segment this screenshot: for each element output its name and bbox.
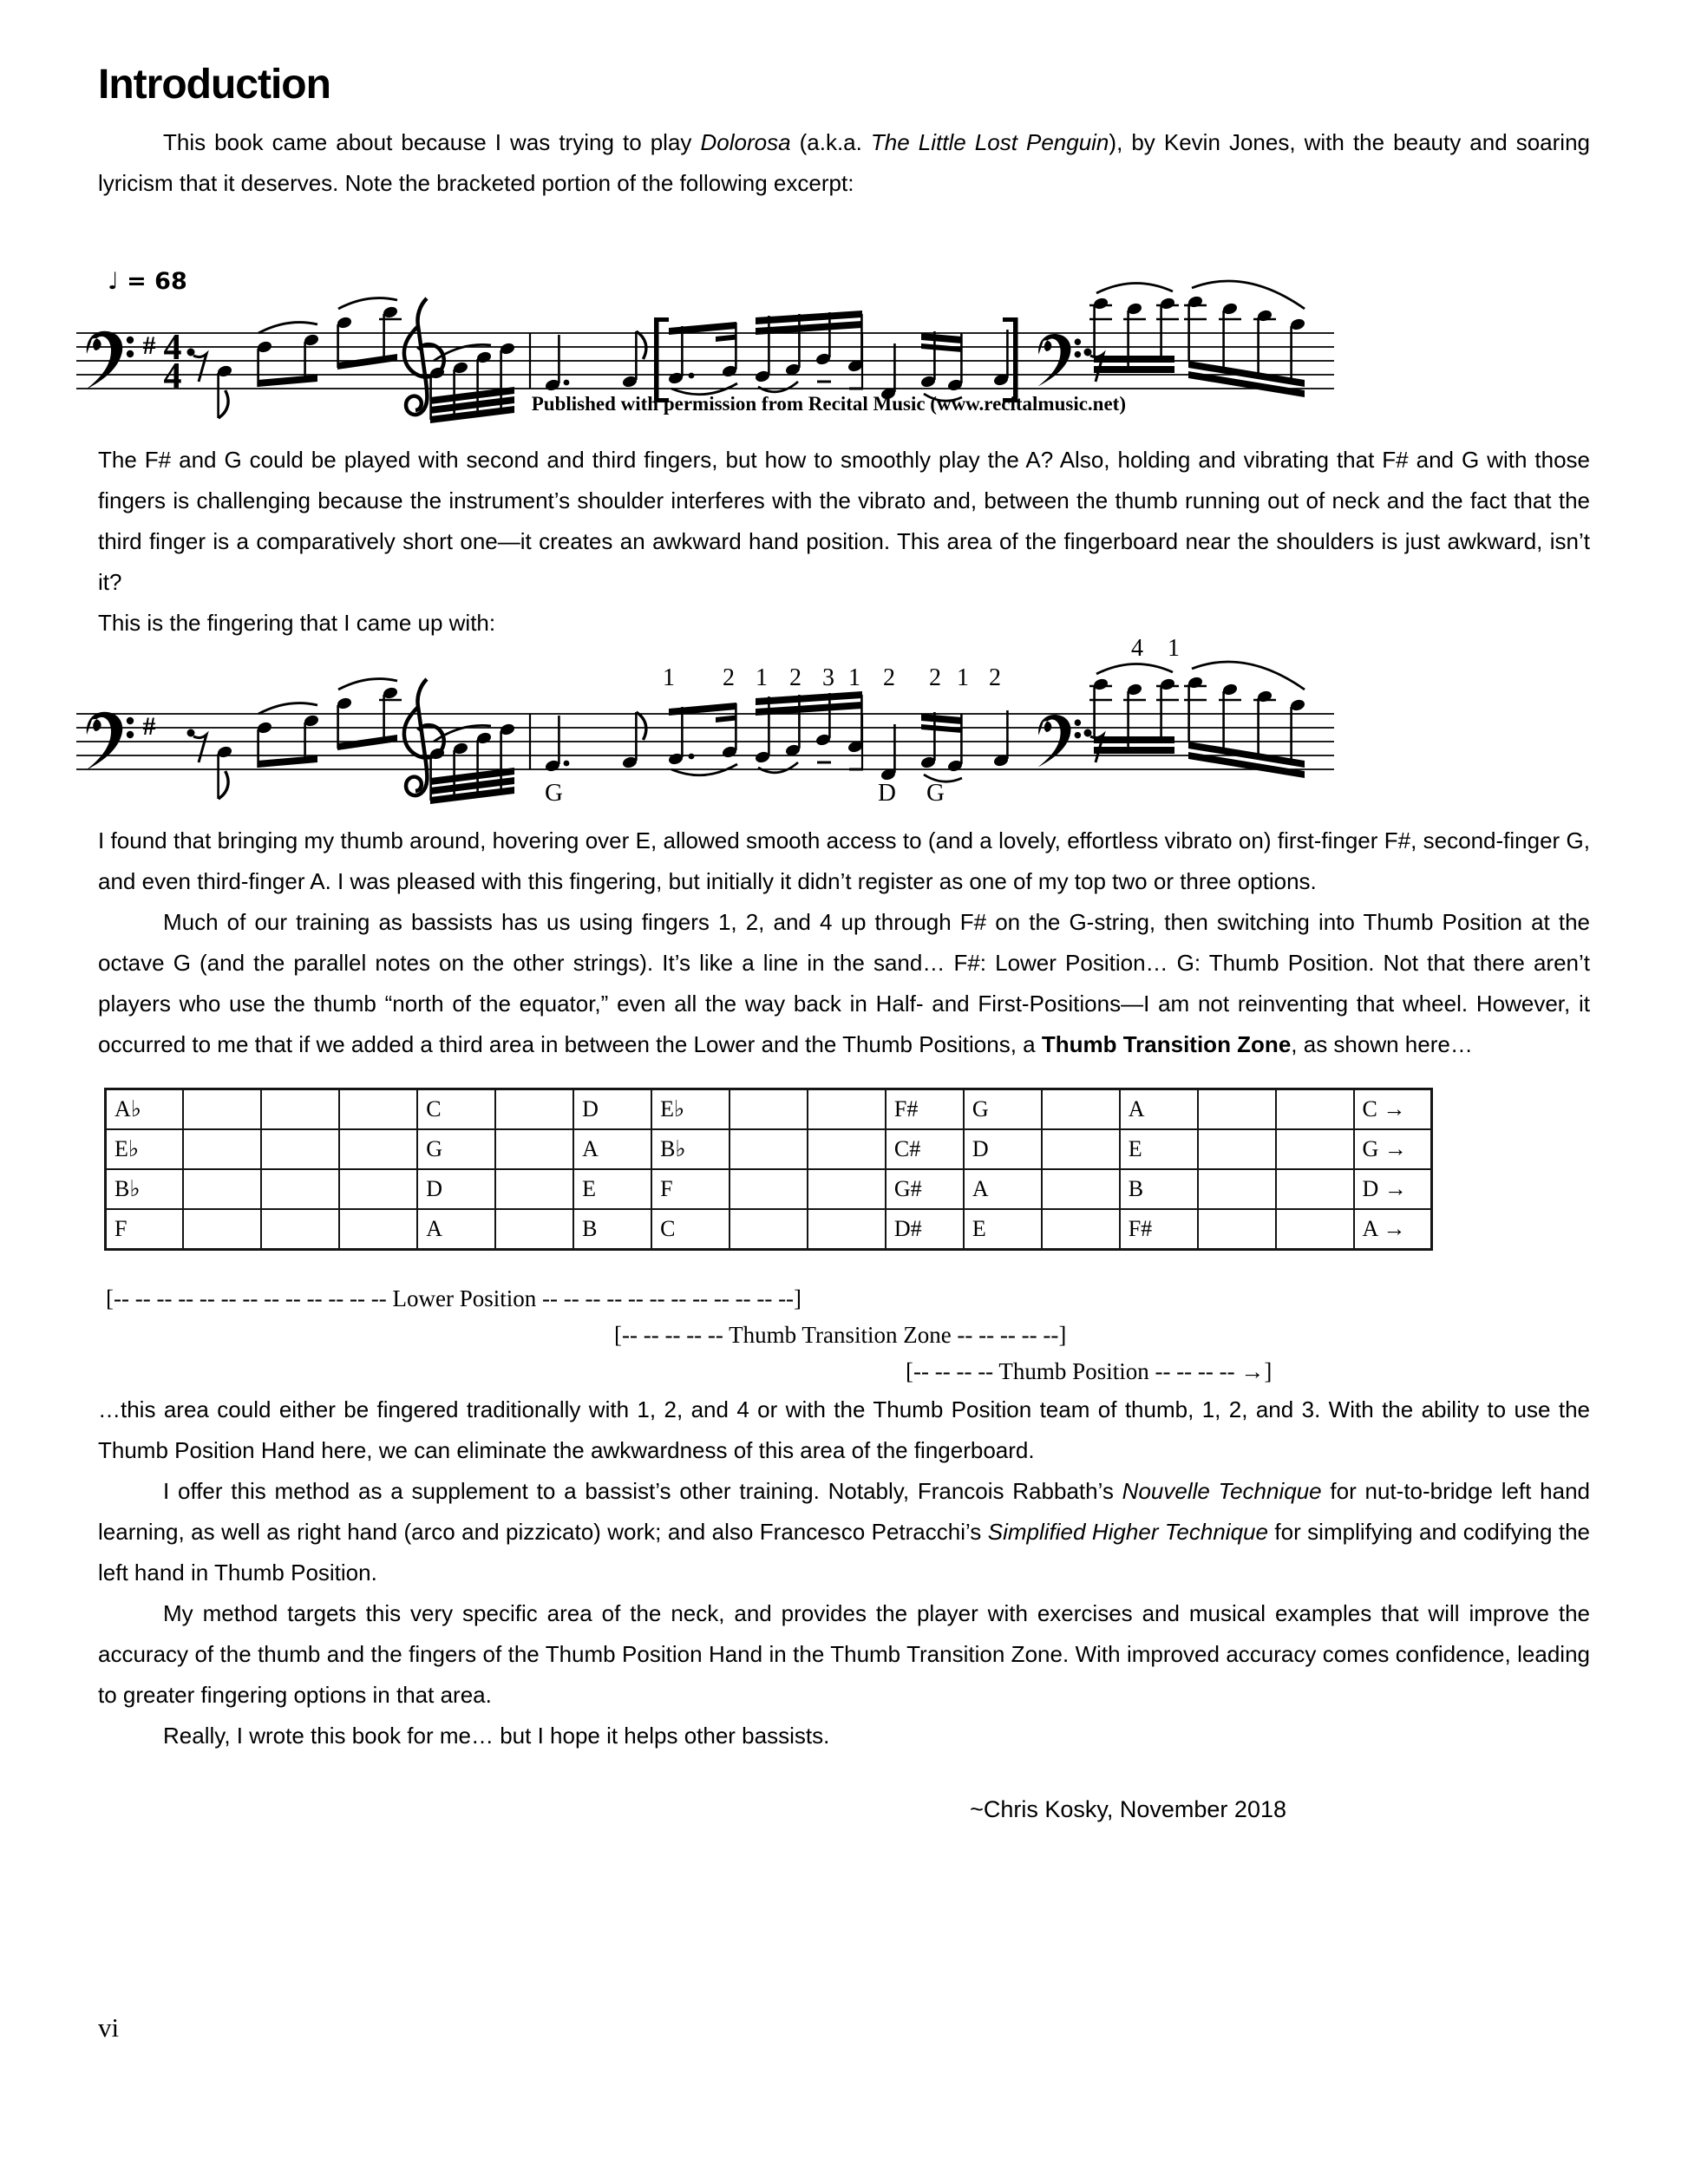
- attribution-text: Published with permission from Recital Music (www.recitalmusic.net): [531, 393, 1126, 415]
- fingering-number: 2: [789, 664, 801, 691]
- fingering-number: 2: [989, 664, 1001, 691]
- empty-cell: [183, 1169, 261, 1209]
- note-cell: G: [417, 1129, 495, 1169]
- empty-cell: [730, 1089, 808, 1130]
- tempo-marking: ♩ = 68: [108, 268, 187, 295]
- empty-cell: [339, 1169, 417, 1209]
- body-paragraph: [98, 821, 1590, 902]
- fingering-number: 4: [1131, 635, 1143, 662]
- text-run: This book came about because I was trying to play: [163, 129, 701, 155]
- text-run: , as shown here…: [1291, 1031, 1473, 1057]
- empty-cell: [808, 1089, 886, 1130]
- thumb-zone-table: [104, 1088, 1433, 1251]
- text-run: This is the fingering that I came up with:: [98, 610, 496, 636]
- string-label: D: [878, 779, 896, 807]
- note-cell: G: [964, 1089, 1042, 1130]
- svg-text:#: #: [142, 712, 156, 741]
- empty-cell: [495, 1089, 573, 1130]
- empty-cell: [1198, 1089, 1276, 1130]
- zone-bracket-line-3: [-- -- -- -- Thumb Position -- -- -- -- →]: [906, 1358, 1273, 1384]
- body-paragraph: [98, 440, 1590, 603]
- empty-cell: [339, 1209, 417, 1250]
- text-run: …this area could either be fingered traditionally with 1, 2, and 4 or with the Thumb Position team of thumb, 1, 2, and 3. With the ability to use the Thumb Position Hand here, we can eliminate the awkwardness of this area of the fingerboard.: [98, 1396, 1590, 1463]
- text-run: for nut-to-bridge left hand learning, as well as right hand (arco and pizzicato) work; and also Francesco Petracchi’s: [98, 1478, 1590, 1545]
- text-run: Simplified Higher Technique: [987, 1519, 1268, 1545]
- empty-cell: [808, 1209, 886, 1250]
- note-cell: C: [651, 1209, 730, 1250]
- empty-cell: [1276, 1169, 1354, 1209]
- position-bracket-lines: [98, 1280, 1590, 1390]
- body-paragraph: [98, 1390, 1590, 1471]
- note-cell: G →: [1354, 1129, 1432, 1169]
- table-row: [106, 1089, 1432, 1130]
- note-cell: E♭: [651, 1089, 730, 1130]
- music-excerpt-fingered: [59, 609, 1386, 821]
- empty-cell: [495, 1129, 573, 1169]
- string-label: G: [545, 779, 563, 807]
- note-cell: C: [417, 1089, 495, 1130]
- music-excerpt-original: [59, 254, 1386, 440]
- text-run: Thumb Transition Zone: [1041, 1031, 1292, 1057]
- svg-text:4: 4: [163, 328, 182, 368]
- text-run: Really, I wrote this book for me… but I hope it helps other bassists.: [163, 1723, 830, 1749]
- note-cell: G#: [886, 1169, 964, 1209]
- empty-cell: [495, 1209, 573, 1250]
- empty-cell: [1042, 1169, 1120, 1209]
- text-run: ), by Kevin Jones, with the beauty and soaring lyricism that it deserves. Note the bracketed portion of the following excerpt:: [98, 129, 1590, 196]
- empty-cell: [1198, 1169, 1276, 1209]
- note-cell: B: [1120, 1169, 1198, 1209]
- note-cell: D: [964, 1129, 1042, 1169]
- zone-bracket-line-1: [-- -- -- -- -- -- -- -- -- -- -- -- -- Lower Position -- -- -- -- -- -- -- -- -- -- -- --]: [106, 1285, 802, 1311]
- text-run: for simplifying and codifying the left hand in Thumb Position.: [98, 1519, 1591, 1586]
- empty-cell: [183, 1209, 261, 1250]
- empty-cell: [1042, 1129, 1120, 1169]
- empty-cell: [1042, 1209, 1120, 1250]
- table-row: [106, 1209, 1432, 1250]
- note-cell: B♭: [651, 1129, 730, 1169]
- body-paragraph: [98, 1471, 1590, 1593]
- music-staff-excerpt-2: [59, 609, 1386, 821]
- intro-paragraph: [98, 122, 1590, 204]
- empty-cell: [261, 1129, 339, 1169]
- text-run: The F# and G could be played with second and third fingers, but how to smoothly play the A? Also, holding and vibrating that F# and G with those fingers is challenging because the instrument’s shoulder interferes with the vibrato and, between the thumb running out of neck and the fact that the third finger is a comparatively short one—it creates an awkward hand position. This area of the fingerboard near the shoulders is just awkward, isn’t it?: [98, 447, 1590, 595]
- empty-cell: [183, 1089, 261, 1130]
- empty-cell: [808, 1129, 886, 1169]
- empty-cell: [730, 1169, 808, 1209]
- empty-cell: [261, 1089, 339, 1130]
- note-cell: E: [964, 1209, 1042, 1250]
- note-cell: A: [964, 1169, 1042, 1209]
- note-cell: F: [651, 1169, 730, 1209]
- note-cell: C →: [1354, 1089, 1432, 1130]
- text-run: I found that bringing my thumb around, hovering over E, allowed smooth access to (and a lovely, effortless vibrato on) first-finger F#, second-finger G, and even third-finger A. I was pleased with this fingering, but initially it didn’t register as one of my top two or three options.: [98, 827, 1590, 894]
- empty-cell: [730, 1209, 808, 1250]
- note-cell: D: [573, 1089, 651, 1130]
- page-content: [98, 61, 1590, 1823]
- note-cell: B: [573, 1209, 651, 1250]
- text-run: Dolorosa: [700, 129, 791, 155]
- note-cell: E: [573, 1169, 651, 1209]
- empty-cell: [1276, 1089, 1354, 1130]
- note-cell: F: [106, 1209, 184, 1250]
- text-run: Much of our training as bassists has us using fingers 1, 2, and 4 up through F# on the G-string, then switching into Thumb Position at the octave G (and the parallel notes on the other strings). It’s like a line in the sand… F#: Lower Position… G: Thumb Position. Not that there aren’t players who use the thumb “north of the equator,” even all the way back in Half- and First-Positions—I am not reinventing that wheel. However, it occurred to me that if we added a third area in between the Lower and the Thumb Positions, a: [98, 909, 1590, 1057]
- empty-cell: [1198, 1209, 1276, 1250]
- note-cell: A: [417, 1209, 495, 1250]
- empty-cell: [339, 1089, 417, 1130]
- fingering-number: 2: [883, 664, 895, 691]
- body-paragraph: [98, 1716, 1590, 1756]
- note-cell: E: [1120, 1129, 1198, 1169]
- empty-cell: [1276, 1209, 1354, 1250]
- fingering-number: 1: [957, 664, 969, 691]
- note-cell: E♭: [106, 1129, 184, 1169]
- note-cell: B♭: [106, 1169, 184, 1209]
- empty-cell: [808, 1169, 886, 1209]
- text-run: My method targets this very specific area of the neck, and provides the player with exercises and musical examples that will improve the accuracy of the thumb and the fingers of the Thumb Position Hand in the Thumb Transition Zone. With improved accuracy comes confidence, leading to greater fingering options in that area.: [98, 1600, 1590, 1708]
- fingering-number: 1: [663, 664, 675, 691]
- text-run: The Little Lost Penguin: [870, 129, 1109, 155]
- fingering-number: 3: [822, 664, 834, 691]
- empty-cell: [339, 1129, 417, 1169]
- fingering-number: 1: [756, 664, 768, 691]
- author-signature: ~Chris Kosky, November 2018: [970, 1796, 1286, 1822]
- text-run: Nouvelle Technique: [1122, 1478, 1322, 1504]
- fingering-number: 1: [848, 664, 860, 691]
- note-cell: D#: [886, 1209, 964, 1250]
- body-paragraph: [98, 1593, 1590, 1716]
- text-run: (a.k.a.: [790, 129, 871, 155]
- note-cell: A♭: [106, 1089, 184, 1130]
- empty-cell: [1198, 1129, 1276, 1169]
- note-cell: A: [1120, 1089, 1198, 1130]
- string-label: G: [926, 779, 945, 807]
- page-number: vi: [98, 2012, 120, 2043]
- svg-text:#: #: [142, 331, 156, 360]
- fingering-number: 2: [723, 664, 735, 691]
- note-cell: D: [417, 1169, 495, 1209]
- empty-cell: [730, 1129, 808, 1169]
- fingering-number: 2: [929, 664, 941, 691]
- zone-bracket-line-2: [-- -- -- -- -- Thumb Transition Zone -- -- -- -- --]: [614, 1322, 1067, 1348]
- note-cell: A: [573, 1129, 651, 1169]
- note-cell: F#: [886, 1089, 964, 1130]
- note-cell: D →: [1354, 1169, 1432, 1209]
- table-row: [106, 1129, 1432, 1169]
- note-cell: A →: [1354, 1209, 1432, 1250]
- table-row: [106, 1169, 1432, 1209]
- note-cell: C#: [886, 1129, 964, 1169]
- body-paragraph: [98, 902, 1590, 1065]
- page-title: Introduction: [98, 62, 330, 108]
- note-cell: F#: [1120, 1209, 1198, 1250]
- empty-cell: [261, 1209, 339, 1250]
- empty-cell: [183, 1129, 261, 1169]
- empty-cell: [261, 1169, 339, 1209]
- svg-text:4: 4: [163, 356, 182, 396]
- text-run: I offer this method as a supplement to a bassist’s other training. Notably, Francois Rabbath’s: [163, 1478, 1122, 1504]
- fingering-number: 1: [1168, 635, 1180, 662]
- empty-cell: [1042, 1089, 1120, 1130]
- empty-cell: [1276, 1129, 1354, 1169]
- empty-cell: [495, 1169, 573, 1209]
